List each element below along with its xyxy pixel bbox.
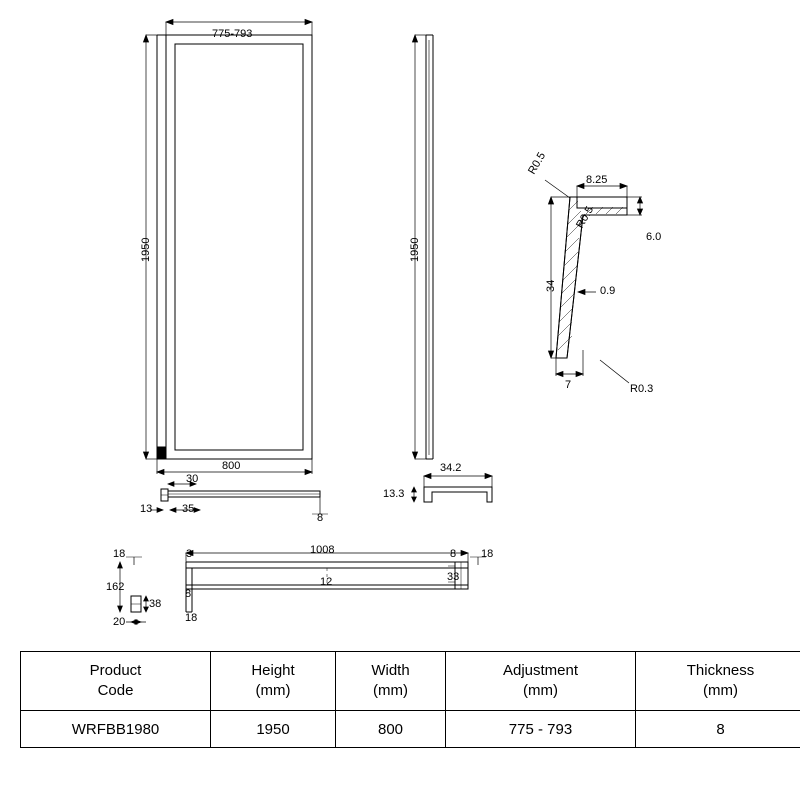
header-thickness (636, 652, 800, 711)
product-spec-table (20, 651, 800, 748)
table-header-row (21, 652, 800, 711)
header-thickness-line1: Thickness (686, 661, 755, 679)
dim-label-profile-top-width: 8.25 (586, 174, 608, 186)
dim-label-rail-left-mid: 162 (106, 581, 125, 593)
dim-label-rail-center: 12 (320, 576, 333, 588)
cell-product-code: WRFBB1980 (21, 711, 211, 748)
dim-label-top-channel-c: 35 (182, 503, 195, 515)
side-elevation-view (426, 35, 433, 459)
header-thickness-line2: (mm) (703, 682, 738, 699)
dim-label-top-channel-a: 30 (186, 473, 199, 485)
dim-label-top-channel-b: 13 (140, 503, 153, 515)
dim-label-channel-section-width: 34.2 (440, 462, 462, 474)
cell-adjustment: 775 - 793 (446, 711, 636, 748)
header-adjustment-line2: (mm) (523, 682, 558, 699)
dim-label-rail-left-top: 18 (113, 548, 126, 560)
header-product-code (21, 652, 211, 711)
dim-label-rail-inner-left-bottom: 18 (185, 612, 198, 624)
dim-label-profile-bottom-width: 7 (565, 379, 572, 391)
dim-label-front-bottom-width: 800 (222, 460, 241, 472)
dim-label-rail-overall-length: 1008 (310, 544, 335, 556)
cell-thickness: 8 (636, 711, 800, 748)
dim-label-rail-foot-height: 38 (149, 598, 162, 610)
dim-label-profile-r-top-left: R0.5 (526, 150, 549, 177)
header-width-line1: Width (371, 661, 410, 679)
dim-label-profile-r-inner: R0.5 (574, 204, 597, 231)
table-row (21, 711, 800, 748)
dim-label-top-channel-d: 8 (317, 512, 324, 524)
bottom-rail-plan-view (131, 562, 468, 612)
dim-label-rail-left-bottom: 20 (113, 616, 126, 628)
dim-label-side-height: 1950 (409, 237, 421, 262)
top-channel-plan-view (161, 489, 320, 501)
dim-label-profile-right-height: 6.0 (646, 231, 662, 243)
dim-label-profile-left-height: 34 (545, 279, 557, 292)
header-height (211, 652, 336, 711)
profile-section-detail-view (556, 197, 627, 358)
dim-label-rail-right-low: 33 (447, 571, 460, 583)
channel-section-detail-view (424, 487, 492, 502)
dim-label-front-height: 1950 (140, 237, 152, 262)
front-elevation-view (157, 35, 312, 459)
cell-height: 1950 (211, 711, 336, 748)
header-adjustment (446, 652, 636, 711)
header-height-line2: (mm) (255, 682, 291, 699)
header-adjustment-line1: Adjustment (502, 661, 579, 679)
header-height-line1: Height (251, 661, 295, 679)
dim-label-front-top-width: 775-793 (212, 28, 253, 40)
cell-width: 800 (336, 711, 446, 748)
dim-label-rail-right-inner: 8 (450, 548, 457, 560)
dim-label-profile-wall-thickness: 0.9 (600, 285, 616, 297)
dim-label-profile-r-bottom: R0.3 (630, 383, 654, 395)
dim-label-rail-inner-left-top: 3 (186, 548, 193, 560)
header-width-line2: (mm) (373, 682, 408, 699)
dim-label-channel-section-height: 13.3 (383, 488, 405, 500)
header-product-code-line2: Code (97, 682, 134, 699)
dim-label-rail-inner-left-low: 8 (185, 588, 192, 600)
header-width (336, 652, 446, 711)
dim-label-rail-right-outer: 18 (481, 548, 494, 560)
header-product-code-line1: Product (89, 661, 142, 679)
top-channel-dimensions (150, 482, 328, 514)
